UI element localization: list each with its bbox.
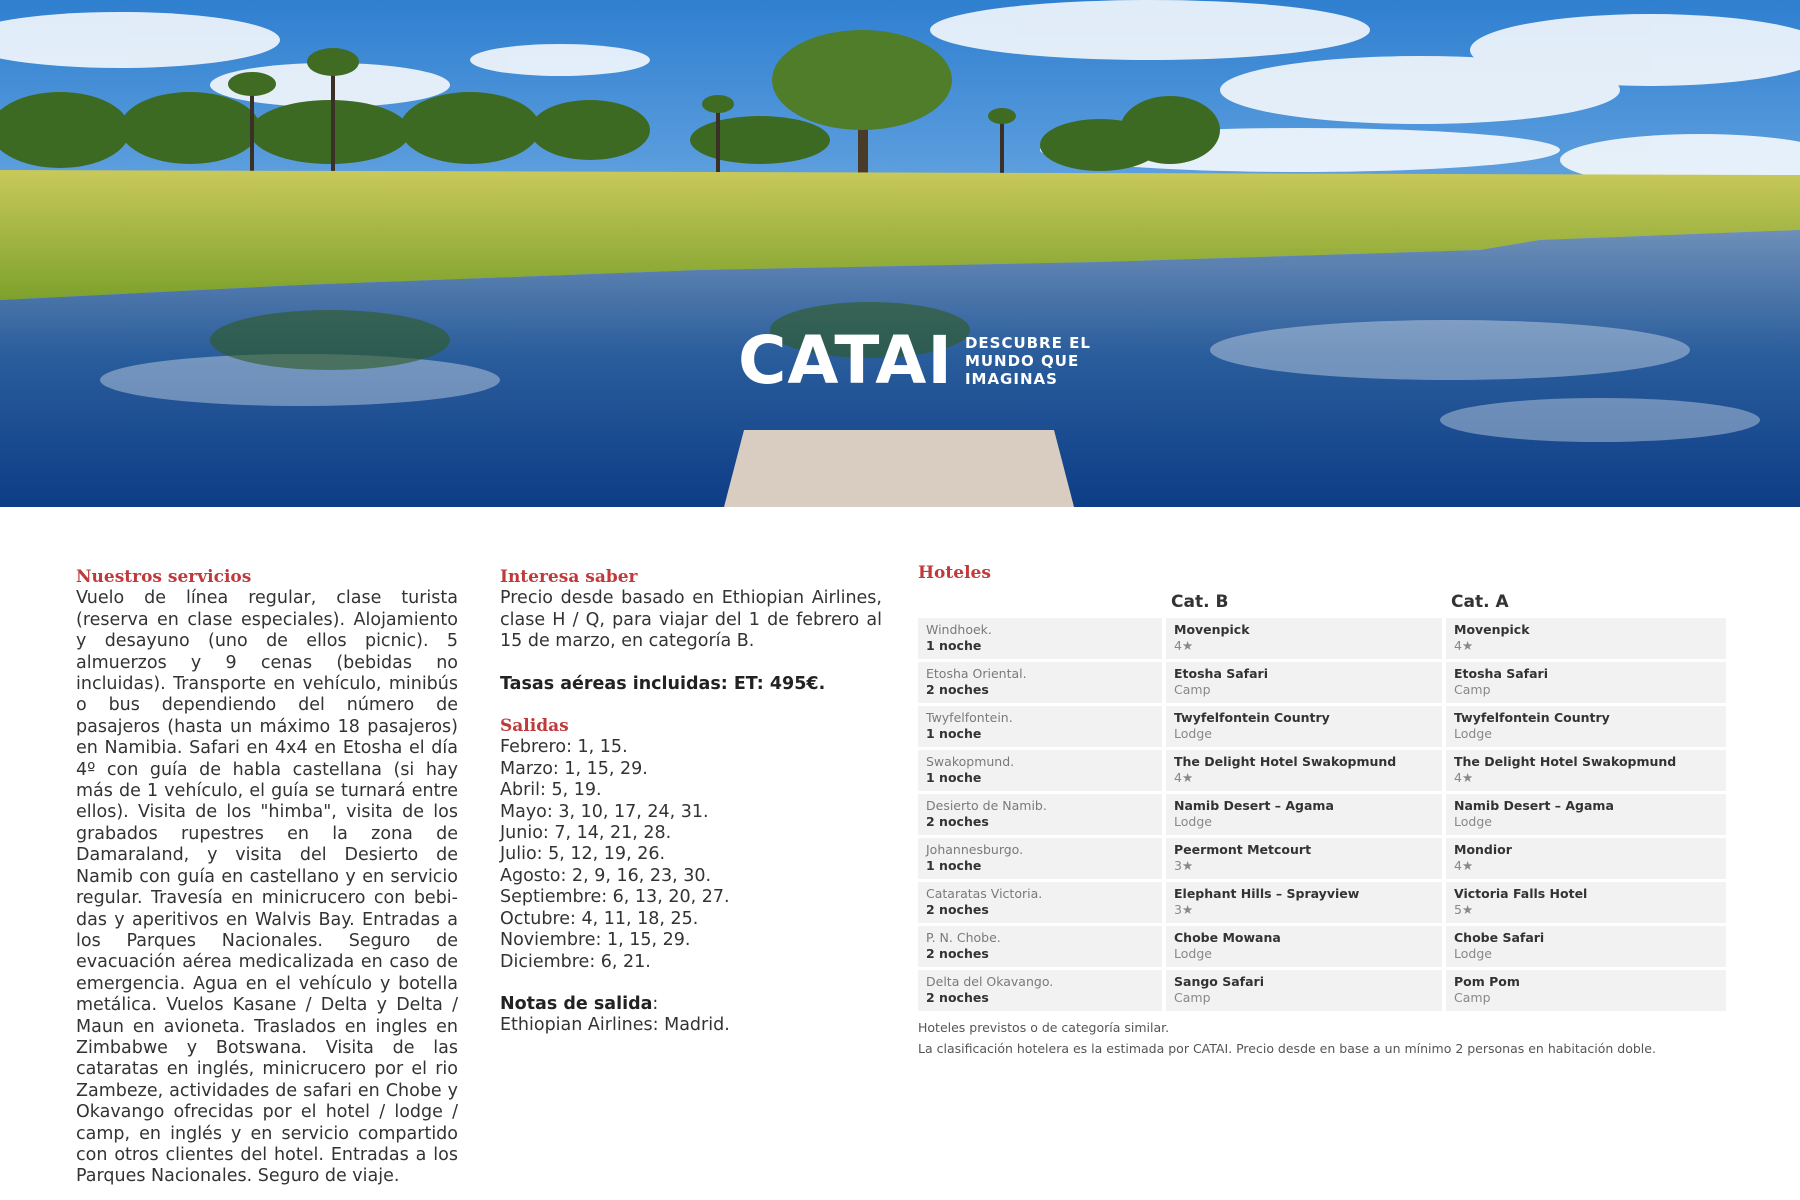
- okavango-delta-photo: [0, 0, 1800, 507]
- departure-item: Agosto: 2, 9, 16, 23, 30.: [500, 865, 712, 886]
- nights-count: 2 noches: [926, 945, 989, 961]
- departure-item: Noviembre: 1, 15, 29.: [500, 930, 691, 951]
- stay-location: [918, 838, 1162, 879]
- hotel-name: The Delight Hotel Swakopmund: [1454, 754, 1677, 769]
- hotels-section: [918, 562, 1726, 1059]
- hotel-row: [918, 706, 1726, 747]
- hotel-name: Twyfelfontein Country: [1454, 710, 1610, 725]
- category-b-header: Cat. B: [1171, 592, 1229, 612]
- hotel-name: Chobe Mowana: [1174, 930, 1281, 945]
- info-body: Precio desde basado en Ethiopian Airlines, clase H / Q, para viajar del 1 de febrero al 15 de marzo, en categoría B.: [500, 588, 882, 652]
- departures-title: Salidas: [500, 716, 569, 737]
- hotel-name: Mondior: [1454, 842, 1512, 857]
- hotel-name: Movenpick: [1174, 622, 1250, 637]
- hotel-category: 3★: [1174, 901, 1194, 917]
- hero-banner: [0, 0, 1800, 507]
- hotel-category: Lodge: [1454, 813, 1492, 829]
- hotel-category: 4★: [1174, 637, 1194, 653]
- nights-count: 1 noche: [926, 857, 982, 873]
- hotel-category: 4★: [1174, 769, 1194, 785]
- hotel-category: Camp: [1174, 681, 1211, 697]
- stay-location: [918, 882, 1162, 923]
- category-a-header: Cat. A: [1451, 592, 1509, 612]
- hotel-row: [918, 618, 1726, 659]
- hotel-row: [918, 926, 1726, 967]
- hotel-cat-a: [1446, 662, 1726, 703]
- nights-count: 2 noches: [926, 813, 989, 829]
- hotel-name: Etosha Safari: [1174, 666, 1268, 681]
- hotel-name: Sango Safari: [1174, 974, 1264, 989]
- hotel-category: Camp: [1454, 681, 1491, 697]
- hotel-cat-b: [1166, 794, 1442, 835]
- hotel-row: [918, 970, 1726, 1011]
- departure-notes-title: Notas de salida: [500, 993, 653, 1014]
- location-name: Johannesburgo.: [926, 842, 1024, 857]
- departure-notes-colon: :: [652, 993, 659, 1014]
- departure-item: Febrero: 1, 15.: [500, 737, 628, 758]
- departure-item: Marzo: 1, 15, 29.: [500, 758, 648, 779]
- departure-notes-body: Ethiopian Airlines: Madrid.: [500, 1015, 730, 1036]
- hotel-row: [918, 838, 1726, 879]
- hotel-name: Pom Pom: [1454, 974, 1520, 989]
- hotel-category: Lodge: [1454, 725, 1492, 741]
- hotel-name: Victoria Falls Hotel: [1454, 886, 1588, 901]
- location-name: Etosha Oriental.: [926, 666, 1027, 681]
- location-name: P. N. Chobe.: [926, 930, 1001, 945]
- nights-count: 2 noches: [926, 901, 989, 917]
- hotel-cat-a: [1446, 970, 1726, 1011]
- hotel-name: Peermont Metcourt: [1174, 842, 1312, 857]
- location-name: Windhoek.: [926, 622, 992, 637]
- stay-location: [918, 706, 1162, 747]
- hotel-cat-b: [1166, 706, 1442, 747]
- hotel-cat-b: [1166, 838, 1442, 879]
- catai-logo: [738, 322, 1091, 399]
- nights-count: 2 noches: [926, 681, 989, 697]
- hotel-row: [918, 750, 1726, 791]
- hotel-category: 4★: [1454, 857, 1474, 873]
- location-name: Twyfelfontein.: [926, 710, 1013, 725]
- hotel-name: Elephant Hills – Sprayview: [1174, 886, 1360, 901]
- hotel-name: Namib Desert – Agama: [1174, 798, 1334, 813]
- hotel-category: Lodge: [1174, 813, 1212, 829]
- tagline-line-1: DESCUBRE EL: [964, 334, 1091, 352]
- hotel-cat-b: [1166, 750, 1442, 791]
- hotel-name: Etosha Safari: [1454, 666, 1548, 681]
- hotel-category: Lodge: [1454, 945, 1492, 961]
- hotel-category: 4★: [1454, 637, 1474, 653]
- departure-item: Diciembre: 6, 21.: [500, 951, 651, 972]
- hotel-cat-b: [1166, 970, 1442, 1011]
- hotel-category: Camp: [1174, 989, 1211, 1005]
- departure-notes-heading: [500, 994, 882, 1015]
- hotels-table-header: [918, 592, 1726, 618]
- services-section: [76, 567, 458, 1188]
- stay-location: [918, 750, 1162, 791]
- location-name: Swakopmund.: [926, 754, 1015, 769]
- boat-bow: [724, 430, 1074, 507]
- hotel-name: Namib Desert – Agama: [1454, 798, 1614, 813]
- stay-location: [918, 618, 1162, 659]
- hotel-cat-b: [1166, 662, 1442, 703]
- departure-item: Octubre: 4, 11, 18, 25.: [500, 908, 699, 929]
- hotel-category: Camp: [1454, 989, 1491, 1005]
- hotel-cat-b: [1166, 882, 1442, 923]
- hotel-cat-a: [1446, 706, 1726, 747]
- hotel-cat-a: [1446, 926, 1726, 967]
- hotel-name: Chobe Safari: [1454, 930, 1545, 945]
- hotels-title: Hoteles: [918, 563, 991, 583]
- tagline-line-2: MUNDO QUE: [964, 352, 1080, 370]
- services-title: Nuestros servicios: [76, 567, 252, 587]
- hotel-category: 5★: [1454, 901, 1474, 917]
- hotel-category: Lodge: [1174, 725, 1212, 741]
- departure-item: Mayo: 3, 10, 17, 24, 31.: [500, 801, 709, 822]
- hotel-cat-a: [1446, 750, 1726, 791]
- hotel-name: Twyfelfontein Country: [1174, 710, 1330, 725]
- hotel-cat-b: [1166, 618, 1442, 659]
- stay-location: [918, 794, 1162, 835]
- info-title: Interesa saber: [500, 567, 638, 587]
- departure-item: Septiembre: 6, 13, 20, 27.: [500, 887, 730, 908]
- hotel-row: [918, 794, 1726, 835]
- location-name: Cataratas Victoria.: [926, 886, 1043, 901]
- nights-count: 2 noches: [926, 989, 989, 1005]
- hotel-cat-b: [1166, 926, 1442, 967]
- location-name: Desierto de Namib.: [926, 798, 1047, 813]
- hotels-note-classification: La clasificación hotelera es la estimada por CATAI. Precio desde en base a un mínimo 2 personas en habitación doble.: [918, 1041, 1656, 1056]
- hotel-name: Movenpick: [1454, 622, 1530, 637]
- hotel-category: Lodge: [1174, 945, 1212, 961]
- hotel-cat-a: [1446, 838, 1726, 879]
- logo-tagline: [965, 334, 1091, 388]
- services-body: Vuelo de línea regular, clase turista (reserva en clase especiales). Alojamiento y desayuno (uno de ellos picnic). 5 almuerzos y 9 cenas (bebidas no incluidas). Transporte en vehículo, minibús o bus dependiendo del número de pasajeros (hasta un máximo 18 pasajeros) en Namibia. Safari en 4x4 en Etosha el día 4º con guía de habla castellana (si hay más de 1 vehículo, el guía se turnará entre ellos). Visita de los "himba", visita de los grabados rupestres en la zona de Damaraland, y visita del Desierto de Namib con guía en castellano y en servicio regular. Travesía en minicrucero con bebidas y aperitivos en Walvis Bay. Entradas a los Parques Nacionales. Seguro de evacuación aérea medicalizada en caso de emergencia. Agua en el vehículo y botella metálica. Vuelos Kasane / Delta y Delta / Maun en avioneta. Traslados en ingles en Zimbabwe y Botswana. Visita de las cataratas en inglés, minicrucero por el rio Zambeze, actividades de safari en Chobe y Okavango ofrecidas por el hotel / lodge / camp, en inglés y en servicio compartido con otros clientes del hotel. Entradas a los Parques Nacionales. Seguro de viaje.: [76, 588, 458, 1187]
- hotel-category: 4★: [1454, 769, 1474, 785]
- tagline-line-3: IMAGINAS: [964, 370, 1058, 388]
- hotels-note-similar: Hoteles previstos o de categoría similar.: [918, 1020, 1170, 1035]
- logo-wordmark: CATAI: [738, 322, 953, 399]
- air-taxes: Tasas aéreas incluidas: ET: 495€.: [500, 673, 826, 694]
- hotel-cat-a: [1446, 618, 1726, 659]
- hotel-cat-a: [1446, 794, 1726, 835]
- hotel-category: 3★: [1174, 857, 1194, 873]
- hotel-name: The Delight Hotel Swakopmund: [1174, 754, 1397, 769]
- nights-count: 1 noche: [926, 637, 982, 653]
- hotel-cat-a: [1446, 882, 1726, 923]
- hotel-row: [918, 662, 1726, 703]
- departure-item: Junio: 7, 14, 21, 28.: [500, 823, 672, 844]
- location-name: Delta del Okavango.: [926, 974, 1054, 989]
- nights-count: 1 noche: [926, 725, 982, 741]
- stay-location: [918, 926, 1162, 967]
- info-section: [500, 567, 882, 1037]
- stay-location: [918, 970, 1162, 1011]
- departure-item: Abril: 5, 19.: [500, 780, 602, 801]
- hotel-row: [918, 882, 1726, 923]
- departures-list: [500, 737, 882, 972]
- hotels-table: [918, 618, 1726, 1011]
- departure-item: Julio: 5, 12, 19, 26.: [500, 844, 666, 865]
- stay-location: [918, 662, 1162, 703]
- nights-count: 1 noche: [926, 769, 982, 785]
